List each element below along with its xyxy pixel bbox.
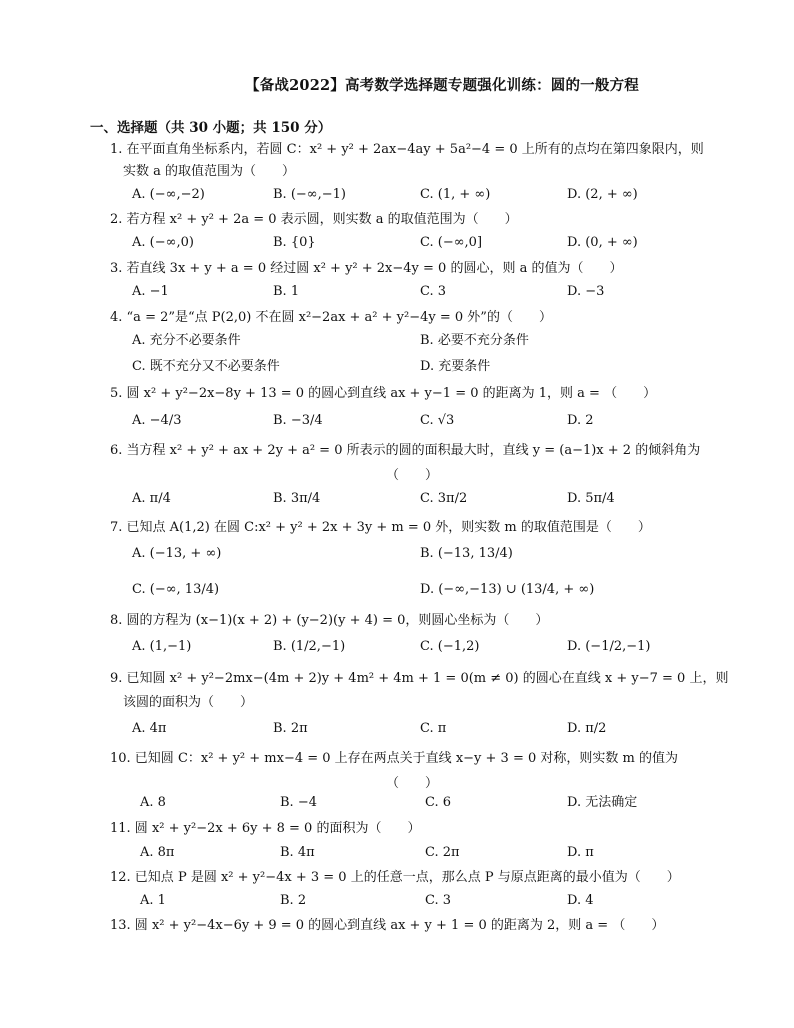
- question-12-option-d: D. 4: [567, 893, 594, 908]
- question-12-option-c: C. 3: [425, 893, 452, 908]
- question-1-stem-cont: 实数 a 的取值范围为（ ）: [123, 164, 296, 179]
- question-13-stem: 13. 圆 x² + y²−4x−6y + 9 = 0 的圆心到直线 ax + y + 1 = 0 的距离为 2，则 a = （ ）: [110, 918, 665, 933]
- question-4-option-a: A. 充分不必要条件: [132, 333, 241, 348]
- question-5-stem: 5. 圆 x² + y²−2x−8y + 13 = 0 的圆心到直线 ax + y−1 = 0 的距离为 1，则 a = （ ）: [110, 386, 657, 401]
- question-7-option-c: C. (−∞, 13/4): [132, 582, 220, 597]
- question-6-option-c: C. 3π/2: [420, 491, 468, 506]
- question-7-option-d: D. (−∞,−13) ∪ (13/4, + ∞): [420, 582, 595, 597]
- question-12-stem: 12. 已知点 P 是圆 x² + y²−4x + 3 = 0 上的任意一点，那么点 P 与原点距离的最小值为（ ）: [110, 870, 680, 885]
- question-11-option-b: B. 4π: [280, 845, 315, 860]
- question-1-option-a: A. (−∞,−2): [132, 187, 205, 202]
- question-3-option-c: C. 3: [420, 284, 447, 299]
- question-5-option-c: C. √3: [420, 413, 455, 428]
- question-6-stem: 6. 当方程 x² + y² + ax + 2y + a² = 0 所表示的圆的面积最大时，直线 y = (a−1)x + 2 的倾斜角为: [110, 443, 701, 458]
- question-6-option-d: D. 5π/4: [567, 491, 615, 506]
- question-3-stem: 3. 若直线 3x + y + a = 0 经过圆 x² + y² + 2x−4y = 0 的圆心，则 a 的值为（ ）: [110, 261, 623, 276]
- question-10-option-a: A. 8: [140, 795, 166, 810]
- page-title: 【备战2022】高考数学选择题专题强化训练：圆的一般方程: [245, 77, 639, 94]
- question-8-option-d: D. (−1/2,−1): [567, 639, 651, 654]
- section-heading: 一、选择题（共 30 小题；共 150 分）: [90, 120, 332, 136]
- question-2-option-a: A. (−∞,0): [132, 235, 194, 250]
- question-3-option-d: D. −3: [567, 284, 605, 299]
- question-9-stem-cont: 该圆的面积为（ ）: [123, 695, 254, 710]
- question-10-answer-paren: （ ）: [386, 776, 439, 791]
- question-7-stem: 7. 已知点 A(1,2) 在圆 C:x² + y² + 2x + 3y + m = 0 外，则实数 m 的取值范围是（ ）: [110, 520, 651, 535]
- question-6-option-a: A. π/4: [132, 491, 171, 506]
- question-11-option-d: D. π: [567, 845, 594, 860]
- question-8-stem: 8. 圆的方程为 (x−1)(x + 2) + (y−2)(y + 4) = 0，则圆心坐标为（ ）: [110, 613, 549, 628]
- question-10-stem: 10. 已知圆 C：x² + y² + mx−4 = 0 上存在两点关于直线 x−y + 3 = 0 对称，则实数 m 的值为: [110, 751, 678, 766]
- question-8-option-c: C. (−1,2): [420, 639, 480, 654]
- question-11-option-a: A. 8π: [140, 845, 175, 860]
- question-4-option-d: D. 充要条件: [420, 359, 491, 374]
- question-2-option-d: D. (0, + ∞): [567, 235, 638, 250]
- question-9-option-a: A. 4π: [132, 721, 167, 736]
- question-5-option-a: A. −4/3: [132, 413, 182, 428]
- question-7-option-b: B. (−13, 13/4): [420, 546, 513, 561]
- question-6-option-b: B. 3π/4: [273, 491, 321, 506]
- question-9-option-b: B. 2π: [273, 721, 308, 736]
- question-1-stem: 1. 在平面直角坐标系内，若圆 C：x² + y² + 2ax−4ay + 5a²−4 = 0 上所有的点均在第四象限内，则: [110, 142, 704, 157]
- question-6-answer-paren: （ ）: [386, 468, 439, 483]
- question-10-option-c: C. 6: [425, 795, 452, 810]
- question-3-option-b: B. 1: [273, 284, 300, 299]
- question-2-option-b: B. {0}: [273, 235, 316, 250]
- question-9-option-c: C. π: [420, 721, 447, 736]
- question-4-stem: 4. “a = 2”是“点 P(2,0) 不在圆 x²−2ax + a² + y²−4y = 0 外”的（ ）: [110, 310, 552, 325]
- question-8-option-a: A. (1,−1): [132, 639, 192, 654]
- question-1-option-b: B. (−∞,−1): [273, 187, 346, 202]
- question-8-option-b: B. (1/2,−1): [273, 639, 346, 654]
- question-5-option-d: D. 2: [567, 413, 594, 428]
- question-2-option-c: C. (−∞,0]: [420, 235, 483, 250]
- question-9-option-d: D. π/2: [567, 721, 607, 736]
- question-7-option-a: A. (−13, + ∞): [132, 546, 222, 561]
- question-10-option-b: B. −4: [280, 795, 317, 810]
- question-3-option-a: A. −1: [132, 284, 169, 299]
- question-12-option-b: B. 2: [280, 893, 307, 908]
- question-5-option-b: B. −3/4: [273, 413, 323, 428]
- question-12-option-a: A. 1: [140, 893, 166, 908]
- question-11-stem: 11. 圆 x² + y²−2x + 6y + 8 = 0 的面积为（ ）: [110, 821, 421, 836]
- question-4-option-b: B. 必要不充分条件: [420, 333, 529, 348]
- question-10-option-d: D. 无法确定: [567, 795, 638, 810]
- question-9-stem: 9. 已知圆 x² + y²−2mx−(4m + 2)y + 4m² + 4m + 1 = 0(m ≠ 0) 的圆心在直线 x + y−7 = 0 上，则: [110, 671, 729, 686]
- question-11-option-c: C. 2π: [425, 845, 460, 860]
- question-1-option-c: C. (1, + ∞): [420, 187, 491, 202]
- question-2-stem: 2. 若方程 x² + y² + 2a = 0 表示圆，则实数 a 的取值范围为（ ）: [110, 212, 518, 227]
- question-1-option-d: D. (2, + ∞): [567, 187, 638, 202]
- question-4-option-c: C. 既不充分又不必要条件: [132, 359, 280, 374]
